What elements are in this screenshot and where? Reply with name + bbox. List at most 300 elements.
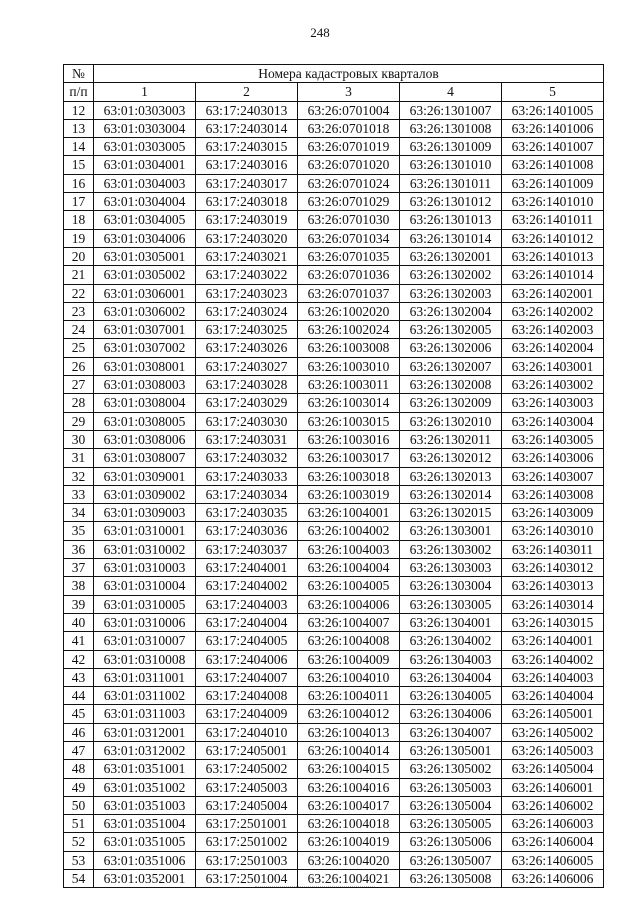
- table-row: [64, 760, 604, 778]
- table-row: [64, 430, 604, 448]
- cadastral-number-cell: 63:17:2405004: [196, 796, 298, 814]
- cadastral-number-cell: 63:01:0311002: [94, 687, 196, 705]
- row-number-cell: 50: [64, 796, 94, 814]
- cadastral-number-cell: 63:26:1302011: [400, 430, 502, 448]
- cadastral-number-cell: 63:26:1004018: [298, 815, 400, 833]
- cadastral-number-cell: 63:17:2404007: [196, 668, 298, 686]
- cadastral-number-cell: 63:26:1303004: [400, 577, 502, 595]
- cadastral-number-cell: 63:26:1004011: [298, 687, 400, 705]
- row-number-cell: 29: [64, 412, 94, 430]
- cadastral-number-cell: 63:17:2403015: [196, 138, 298, 156]
- cadastral-number-cell: 63:01:0308004: [94, 394, 196, 412]
- cadastral-number-cell: 63:26:1401006: [502, 119, 604, 137]
- cadastral-number-cell: 63:26:1304001: [400, 613, 502, 631]
- cadastral-number-cell: 63:01:0303004: [94, 119, 196, 137]
- cadastral-number-cell: 63:26:1403008: [502, 485, 604, 503]
- cadastral-number-cell: 63:17:2403019: [196, 211, 298, 229]
- table-row: [64, 815, 604, 833]
- cadastral-number-cell: 63:26:0701004: [298, 101, 400, 119]
- cadastral-number-cell: 63:26:1004003: [298, 540, 400, 558]
- cadastral-number-cell: 63:26:1302001: [400, 247, 502, 265]
- table-row: [64, 595, 604, 613]
- row-number-cell: 37: [64, 559, 94, 577]
- column-header: 3: [298, 83, 400, 101]
- cadastral-number-cell: 63:26:1402001: [502, 284, 604, 302]
- cadastral-number-cell: 63:26:1405001: [502, 705, 604, 723]
- cadastral-number-cell: 63:01:0310003: [94, 559, 196, 577]
- cadastral-number-cell: 63:17:2403034: [196, 485, 298, 503]
- table-row: [64, 339, 604, 357]
- cadastral-number-cell: 63:26:1304006: [400, 705, 502, 723]
- cadastral-number-cell: 63:01:0352001: [94, 870, 196, 888]
- row-number-cell: 40: [64, 613, 94, 631]
- header-row-title: [64, 65, 604, 83]
- row-number-cell: 19: [64, 229, 94, 247]
- cadastral-number-cell: 63:17:2403031: [196, 430, 298, 448]
- cadastral-number-cell: 63:26:1401008: [502, 156, 604, 174]
- row-number-cell: 27: [64, 376, 94, 394]
- table-row: [64, 522, 604, 540]
- cadastral-number-cell: 63:26:1403001: [502, 357, 604, 375]
- row-number-cell: 13: [64, 119, 94, 137]
- row-number-cell: 52: [64, 833, 94, 851]
- cadastral-number-cell: 63:26:1403007: [502, 467, 604, 485]
- cadastral-number-cell: 63:01:0310001: [94, 522, 196, 540]
- cadastral-number-cell: 63:01:0303003: [94, 101, 196, 119]
- cadastral-number-cell: 63:26:1304002: [400, 632, 502, 650]
- cadastral-number-cell: 63:26:1401014: [502, 266, 604, 284]
- cadastral-number-cell: 63:17:2403024: [196, 302, 298, 320]
- cadastral-number-cell: 63:26:1401010: [502, 193, 604, 211]
- table-row: [64, 412, 604, 430]
- cadastral-number-cell: 63:26:1301013: [400, 211, 502, 229]
- column-header: 2: [196, 83, 298, 101]
- cadastral-number-cell: 63:01:0304003: [94, 174, 196, 192]
- cadastral-number-cell: 63:26:1405002: [502, 723, 604, 741]
- row-number-cell: 17: [64, 193, 94, 211]
- cadastral-number-cell: 63:17:2403032: [196, 449, 298, 467]
- row-number-cell: 46: [64, 723, 94, 741]
- cadastral-number-cell: 63:26:1004010: [298, 668, 400, 686]
- cadastral-number-cell: 63:26:1304005: [400, 687, 502, 705]
- table-row: [64, 796, 604, 814]
- table-row: [64, 851, 604, 869]
- cadastral-number-cell: 63:17:2403021: [196, 247, 298, 265]
- cadastral-number-cell: 63:26:1302010: [400, 412, 502, 430]
- cadastral-number-cell: 63:26:1303003: [400, 559, 502, 577]
- cadastral-number-cell: 63:26:1405003: [502, 741, 604, 759]
- cadastral-number-cell: 63:01:0351002: [94, 778, 196, 796]
- table-row: [64, 266, 604, 284]
- num-header-bottom: п/п: [64, 83, 94, 101]
- footer-divider: [255, 886, 375, 888]
- table-row: [64, 485, 604, 503]
- cadastral-number-cell: 63:26:1401012: [502, 229, 604, 247]
- cadastral-number-cell: 63:26:1302004: [400, 302, 502, 320]
- row-number-cell: 35: [64, 522, 94, 540]
- cadastral-number-cell: 63:26:1305005: [400, 815, 502, 833]
- cadastral-number-cell: 63:26:1302002: [400, 266, 502, 284]
- cadastral-number-cell: 63:26:1004002: [298, 522, 400, 540]
- cadastral-number-cell: 63:26:1402004: [502, 339, 604, 357]
- table-row: [64, 119, 604, 137]
- cadastral-number-cell: 63:01:0311003: [94, 705, 196, 723]
- row-number-cell: 22: [64, 284, 94, 302]
- row-number-cell: 15: [64, 156, 94, 174]
- cadastral-number-cell: 63:26:1302012: [400, 449, 502, 467]
- row-number-cell: 32: [64, 467, 94, 485]
- cadastral-number-cell: 63:01:0304005: [94, 211, 196, 229]
- cadastral-number-cell: 63:26:1404001: [502, 632, 604, 650]
- cadastral-number-cell: 63:26:1305006: [400, 833, 502, 851]
- cadastral-number-cell: 63:17:2403036: [196, 522, 298, 540]
- cadastral-number-cell: 63:26:1406004: [502, 833, 604, 851]
- table-row: [64, 376, 604, 394]
- row-number-cell: 47: [64, 741, 94, 759]
- cadastral-number-cell: 63:26:1305004: [400, 796, 502, 814]
- cadastral-number-cell: 63:26:1304004: [400, 668, 502, 686]
- table-row: [64, 687, 604, 705]
- cadastral-number-cell: 63:01:0303005: [94, 138, 196, 156]
- cadastral-number-cell: 63:26:1003015: [298, 412, 400, 430]
- cadastral-number-cell: 63:26:1406006: [502, 870, 604, 888]
- column-header: 1: [94, 83, 196, 101]
- row-number-cell: 23: [64, 302, 94, 320]
- cadastral-number-cell: 63:01:0351004: [94, 815, 196, 833]
- cadastral-number-cell: 63:26:1302015: [400, 504, 502, 522]
- cadastral-number-cell: 63:01:0351001: [94, 760, 196, 778]
- table-row: [64, 577, 604, 595]
- table-row: [64, 741, 604, 759]
- cadastral-number-cell: 63:26:1004016: [298, 778, 400, 796]
- cadastral-number-cell: 63:26:1404002: [502, 650, 604, 668]
- cadastral-number-cell: 63:01:0310006: [94, 613, 196, 631]
- cadastral-number-cell: 63:26:1305007: [400, 851, 502, 869]
- row-number-cell: 16: [64, 174, 94, 192]
- cadastral-number-cell: 63:26:1405004: [502, 760, 604, 778]
- row-number-cell: 33: [64, 485, 94, 503]
- cadastral-number-cell: 63:17:2501001: [196, 815, 298, 833]
- cadastral-number-cell: 63:17:2403035: [196, 504, 298, 522]
- row-number-cell: 25: [64, 339, 94, 357]
- row-number-cell: 18: [64, 211, 94, 229]
- cadastral-number-cell: 63:01:0310008: [94, 650, 196, 668]
- row-number-cell: 34: [64, 504, 94, 522]
- row-number-cell: 36: [64, 540, 94, 558]
- cadastral-number-cell: 63:26:1403003: [502, 394, 604, 412]
- cadastral-number-cell: 63:26:1403013: [502, 577, 604, 595]
- cadastral-number-cell: 63:01:0308006: [94, 430, 196, 448]
- cadastral-number-cell: 63:26:1003011: [298, 376, 400, 394]
- table-row: [64, 229, 604, 247]
- cadastral-number-cell: 63:26:1303001: [400, 522, 502, 540]
- table-row: [64, 467, 604, 485]
- table-row: [64, 321, 604, 339]
- cadastral-number-cell: 63:17:2404001: [196, 559, 298, 577]
- cadastral-number-cell: 63:26:1003019: [298, 485, 400, 503]
- row-number-cell: 45: [64, 705, 94, 723]
- cadastral-number-cell: 63:26:1301009: [400, 138, 502, 156]
- cadastral-number-cell: 63:26:1403005: [502, 430, 604, 448]
- cadastral-number-cell: 63:26:1406005: [502, 851, 604, 869]
- row-number-cell: 24: [64, 321, 94, 339]
- table-row: [64, 357, 604, 375]
- cadastral-number-cell: 63:26:1403006: [502, 449, 604, 467]
- cadastral-number-cell: 63:26:1002020: [298, 302, 400, 320]
- cadastral-number-cell: 63:26:1004008: [298, 632, 400, 650]
- cadastral-number-cell: 63:26:1003010: [298, 357, 400, 375]
- cadastral-number-cell: 63:26:1003017: [298, 449, 400, 467]
- row-number-cell: 20: [64, 247, 94, 265]
- cadastral-number-cell: 63:17:2404008: [196, 687, 298, 705]
- cadastral-number-cell: 63:26:1302014: [400, 485, 502, 503]
- cadastral-number-cell: 63:17:2404006: [196, 650, 298, 668]
- cadastral-number-cell: 63:17:2501003: [196, 851, 298, 869]
- cadastral-number-cell: 63:01:0310005: [94, 595, 196, 613]
- cadastral-number-cell: 63:01:0304006: [94, 229, 196, 247]
- cadastral-number-cell: 63:17:2403029: [196, 394, 298, 412]
- cadastral-number-cell: 63:26:1302013: [400, 467, 502, 485]
- cadastral-number-cell: 63:26:1403010: [502, 522, 604, 540]
- row-number-cell: 39: [64, 595, 94, 613]
- cadastral-number-cell: 63:01:0309001: [94, 467, 196, 485]
- cadastral-number-cell: 63:26:1305003: [400, 778, 502, 796]
- cadastral-number-cell: 63:01:0307002: [94, 339, 196, 357]
- cadastral-number-cell: 63:26:1301014: [400, 229, 502, 247]
- row-number-cell: 30: [64, 430, 94, 448]
- cadastral-number-cell: 63:17:2501004: [196, 870, 298, 888]
- table-row: [64, 138, 604, 156]
- cadastral-number-cell: 63:01:0308001: [94, 357, 196, 375]
- cadastral-number-cell: 63:17:2403014: [196, 119, 298, 137]
- table-header: [64, 65, 604, 102]
- cadastral-number-cell: 63:26:1002024: [298, 321, 400, 339]
- cadastral-number-cell: 63:26:1004014: [298, 741, 400, 759]
- cadastral-number-cell: 63:26:1401011: [502, 211, 604, 229]
- cadastral-number-cell: 63:17:2403027: [196, 357, 298, 375]
- cadastral-number-cell: 63:26:0701034: [298, 229, 400, 247]
- cadastral-number-cell: 63:01:0312002: [94, 741, 196, 759]
- cadastral-number-cell: 63:26:1004020: [298, 851, 400, 869]
- cadastral-number-cell: 63:01:0310007: [94, 632, 196, 650]
- cadastral-number-cell: 63:26:1303002: [400, 540, 502, 558]
- cadastral-number-cell: 63:17:2404003: [196, 595, 298, 613]
- cadastral-number-cell: 63:26:1304007: [400, 723, 502, 741]
- row-number-cell: 44: [64, 687, 94, 705]
- cadastral-number-cell: 63:26:1406002: [502, 796, 604, 814]
- cadastral-number-cell: 63:26:0701019: [298, 138, 400, 156]
- table-row: [64, 559, 604, 577]
- cadastral-number-cell: 63:26:1305008: [400, 870, 502, 888]
- cadastral-number-cell: 63:26:0701029: [298, 193, 400, 211]
- cadastral-number-cell: 63:26:1402002: [502, 302, 604, 320]
- table-row: [64, 540, 604, 558]
- cadastral-number-cell: 63:26:1004019: [298, 833, 400, 851]
- cadastral-number-cell: 63:26:1004009: [298, 650, 400, 668]
- cadastral-number-cell: 63:01:0305001: [94, 247, 196, 265]
- table-row: [64, 650, 604, 668]
- cadastral-quarters-table: [63, 64, 604, 888]
- cadastral-number-cell: 63:26:0701037: [298, 284, 400, 302]
- cadastral-number-cell: 63:01:0310002: [94, 540, 196, 558]
- cadastral-number-cell: 63:26:1301008: [400, 119, 502, 137]
- cadastral-number-cell: 63:01:0309003: [94, 504, 196, 522]
- table-row: [64, 284, 604, 302]
- table-row: [64, 705, 604, 723]
- row-number-cell: 49: [64, 778, 94, 796]
- page-number: 248: [310, 25, 330, 40]
- cadastral-number-cell: 63:26:1004017: [298, 796, 400, 814]
- cadastral-number-cell: 63:26:0701020: [298, 156, 400, 174]
- cadastral-number-cell: 63:26:1403009: [502, 504, 604, 522]
- table-row: [64, 211, 604, 229]
- cadastral-number-cell: 63:26:1403014: [502, 595, 604, 613]
- row-number-cell: 53: [64, 851, 94, 869]
- cadastral-number-cell: 63:26:1401013: [502, 247, 604, 265]
- cadastral-number-cell: 63:26:0701036: [298, 266, 400, 284]
- cadastral-number-cell: 63:17:2403016: [196, 156, 298, 174]
- cadastral-number-cell: 63:17:2403026: [196, 339, 298, 357]
- cadastral-number-cell: 63:17:2405003: [196, 778, 298, 796]
- table-row: [64, 101, 604, 119]
- cadastral-number-cell: 63:17:2405001: [196, 741, 298, 759]
- cadastral-number-cell: 63:01:0307001: [94, 321, 196, 339]
- cadastral-number-cell: 63:01:0305002: [94, 266, 196, 284]
- cadastral-number-cell: 63:26:1404003: [502, 668, 604, 686]
- row-number-cell: 31: [64, 449, 94, 467]
- cadastral-number-cell: 63:26:1004012: [298, 705, 400, 723]
- cadastral-number-cell: 63:26:1003016: [298, 430, 400, 448]
- table-row: [64, 504, 604, 522]
- cadastral-number-cell: 63:26:1305002: [400, 760, 502, 778]
- table-row: [64, 449, 604, 467]
- cadastral-number-cell: 63:26:1406001: [502, 778, 604, 796]
- cadastral-number-cell: 63:01:0309002: [94, 485, 196, 503]
- cadastral-number-cell: 63:26:1004005: [298, 577, 400, 595]
- table-row: [64, 394, 604, 412]
- row-number-cell: 38: [64, 577, 94, 595]
- table-row: [64, 613, 604, 631]
- cadastral-number-cell: 63:26:1404004: [502, 687, 604, 705]
- cadastral-number-cell: 63:26:1401005: [502, 101, 604, 119]
- cadastral-number-cell: 63:17:2403028: [196, 376, 298, 394]
- cadastral-number-cell: 63:26:1301010: [400, 156, 502, 174]
- cadastral-number-cell: 63:26:1401009: [502, 174, 604, 192]
- cadastral-number-cell: 63:17:2501002: [196, 833, 298, 851]
- column-header: 5: [502, 83, 604, 101]
- table-row: [64, 632, 604, 650]
- row-number-cell: 48: [64, 760, 94, 778]
- cadastral-number-cell: 63:01:0308007: [94, 449, 196, 467]
- cadastral-number-cell: 63:17:2403023: [196, 284, 298, 302]
- row-number-cell: 12: [64, 101, 94, 119]
- cadastral-number-cell: 63:26:1301007: [400, 101, 502, 119]
- cadastral-number-cell: 63:26:1403012: [502, 559, 604, 577]
- row-number-cell: 14: [64, 138, 94, 156]
- cadastral-number-cell: 63:26:0701035: [298, 247, 400, 265]
- cadastral-number-cell: 63:26:1301012: [400, 193, 502, 211]
- cadastral-number-cell: 63:26:0701024: [298, 174, 400, 192]
- cadastral-number-cell: 63:17:2404004: [196, 613, 298, 631]
- cadastral-number-cell: 63:26:1301011: [400, 174, 502, 192]
- table-row: [64, 833, 604, 851]
- cadastral-number-cell: 63:26:0701030: [298, 211, 400, 229]
- cadastral-number-cell: 63:26:1304003: [400, 650, 502, 668]
- cadastral-number-cell: 63:26:1003018: [298, 467, 400, 485]
- table-row: [64, 778, 604, 796]
- cadastral-number-cell: 63:01:0351005: [94, 833, 196, 851]
- cadastral-number-cell: 63:26:1402003: [502, 321, 604, 339]
- row-number-cell: 42: [64, 650, 94, 668]
- row-number-cell: 43: [64, 668, 94, 686]
- table-row: [64, 174, 604, 192]
- column-header: 4: [400, 83, 502, 101]
- cadastral-number-cell: 63:26:1004006: [298, 595, 400, 613]
- cadastral-number-cell: 63:17:2403018: [196, 193, 298, 211]
- table-row: [64, 668, 604, 686]
- cadastral-number-cell: 63:26:1003008: [298, 339, 400, 357]
- table-body: [64, 101, 604, 888]
- cadastral-number-cell: 63:26:1303005: [400, 595, 502, 613]
- cadastral-number-cell: 63:17:2403030: [196, 412, 298, 430]
- cadastral-number-cell: 63:17:2404009: [196, 705, 298, 723]
- table-row: [64, 247, 604, 265]
- row-number-cell: 28: [64, 394, 94, 412]
- table-row: [64, 193, 604, 211]
- cadastral-number-cell: 63:01:0304004: [94, 193, 196, 211]
- cadastral-number-cell: 63:26:1305001: [400, 741, 502, 759]
- cadastral-number-cell: 63:26:1004004: [298, 559, 400, 577]
- cadastral-number-cell: 63:01:0311001: [94, 668, 196, 686]
- cadastral-number-cell: 63:01:0306002: [94, 302, 196, 320]
- cadastral-number-cell: 63:26:1004007: [298, 613, 400, 631]
- row-number-cell: 26: [64, 357, 94, 375]
- cadastral-number-cell: 63:17:2403033: [196, 467, 298, 485]
- cadastral-number-cell: 63:01:0308005: [94, 412, 196, 430]
- cadastral-number-cell: 63:01:0351003: [94, 796, 196, 814]
- cadastral-number-cell: 63:17:2403022: [196, 266, 298, 284]
- cadastral-number-cell: 63:26:1302008: [400, 376, 502, 394]
- cadastral-number-cell: 63:26:1003014: [298, 394, 400, 412]
- cadastral-number-cell: 63:01:0310004: [94, 577, 196, 595]
- cadastral-number-cell: 63:26:1403011: [502, 540, 604, 558]
- table-row: [64, 156, 604, 174]
- cadastral-number-cell: 63:17:2403037: [196, 540, 298, 558]
- row-number-cell: 51: [64, 815, 94, 833]
- cadastral-number-cell: 63:01:0308003: [94, 376, 196, 394]
- row-number-cell: 54: [64, 870, 94, 888]
- cadastral-number-cell: 63:01:0306001: [94, 284, 196, 302]
- row-number-cell: 21: [64, 266, 94, 284]
- group-title: Номера кадастровых кварталов: [94, 65, 604, 83]
- cadastral-number-cell: 63:26:1004001: [298, 504, 400, 522]
- header-row-columns: [64, 83, 604, 101]
- cadastral-number-cell: 63:26:1004015: [298, 760, 400, 778]
- cadastral-number-cell: 63:17:2404010: [196, 723, 298, 741]
- cadastral-number-cell: 63:26:1406003: [502, 815, 604, 833]
- cadastral-number-cell: 63:01:0312001: [94, 723, 196, 741]
- cadastral-number-cell: 63:17:2405002: [196, 760, 298, 778]
- cadastral-number-cell: 63:26:1403015: [502, 613, 604, 631]
- num-header-top: №: [64, 65, 94, 83]
- row-number-cell: 41: [64, 632, 94, 650]
- cadastral-number-cell: 63:17:2404002: [196, 577, 298, 595]
- cadastral-number-cell: 63:26:1004013: [298, 723, 400, 741]
- cadastral-number-cell: 63:26:1302007: [400, 357, 502, 375]
- cadastral-number-cell: 63:26:0701018: [298, 119, 400, 137]
- cadastral-number-cell: 63:01:0304001: [94, 156, 196, 174]
- cadastral-number-cell: 63:26:1403004: [502, 412, 604, 430]
